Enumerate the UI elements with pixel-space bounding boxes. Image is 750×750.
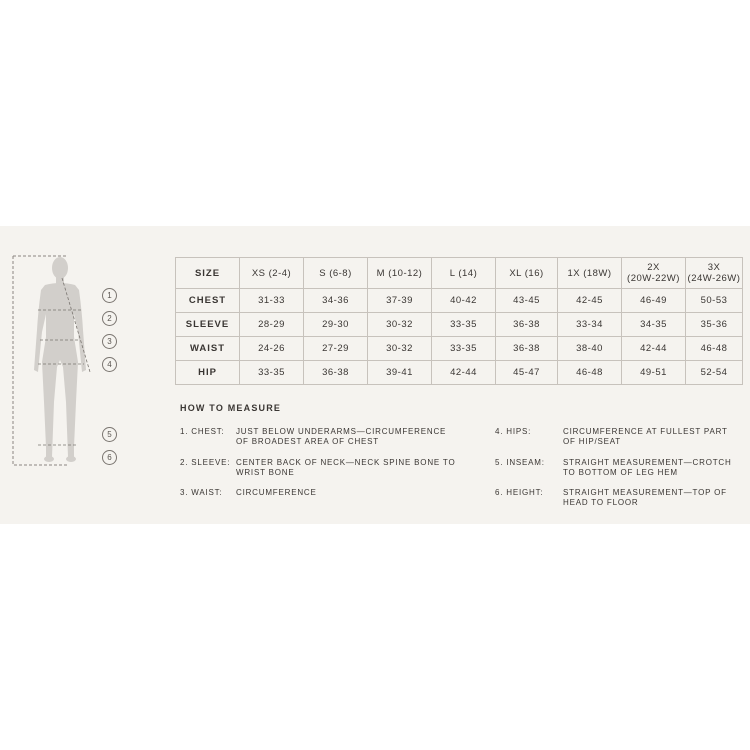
table-header-row <box>176 258 743 289</box>
header-xl: XL (16) <box>496 258 558 289</box>
table-cell: 45-47 <box>496 361 558 385</box>
table-cell: 52-54 <box>686 361 743 385</box>
table-cell: 40-42 <box>432 289 496 313</box>
table-cell: 42-45 <box>558 289 622 313</box>
table-cell: 42-44 <box>622 337 686 361</box>
table-cell: 36-38 <box>496 313 558 337</box>
body-measurement-figure <box>8 252 128 502</box>
table-cell: 35-36 <box>686 313 743 337</box>
step-label: 5. INSEAM: <box>495 458 545 467</box>
step-description: CIRCUMFERENCE <box>236 488 317 497</box>
row-label: HIP <box>176 361 240 385</box>
table-cell: 50-53 <box>686 289 743 313</box>
step-label: 3. WAIST: <box>180 488 223 497</box>
marker-2: 2 <box>102 311 117 326</box>
table-cell: 29-30 <box>304 313 368 337</box>
size-chart-panel <box>0 226 750 524</box>
table-row-waist <box>176 337 743 361</box>
table-cell: 49-51 <box>622 361 686 385</box>
table-cell: 42-44 <box>432 361 496 385</box>
header-xs: XS (2-4) <box>240 258 304 289</box>
step-description: CIRCUMFERENCE AT FULLEST PART OF HIP/SEAT <box>563 427 728 446</box>
header-size: SIZE <box>176 258 240 289</box>
step-label: 6. HEIGHT: <box>495 488 544 497</box>
marker-1: 1 <box>102 288 117 303</box>
header-2x: 2X (20W-22W) <box>622 258 686 289</box>
table-cell: 38-40 <box>558 337 622 361</box>
table-cell: 33-34 <box>558 313 622 337</box>
header-l: L (14) <box>432 258 496 289</box>
step-description: STRAIGHT MEASUREMENT—TOP OF HEAD TO FLOOR <box>563 488 727 507</box>
table-cell: 30-32 <box>368 337 432 361</box>
table-cell: 46-48 <box>558 361 622 385</box>
step-label: 1. CHEST: <box>180 427 225 436</box>
step-description: JUST BELOW UNDERARMS—CIRCUMFERENCE OF BROADEST AREA OF CHEST <box>236 427 447 446</box>
table-cell: 28-29 <box>240 313 304 337</box>
header-m: M (10-12) <box>368 258 432 289</box>
marker-6: 6 <box>102 450 117 465</box>
size-chart-table <box>175 257 743 385</box>
table-cell: 34-35 <box>622 313 686 337</box>
table-cell: 39-41 <box>368 361 432 385</box>
step-description: CENTER BACK OF NECK—NECK SPINE BONE TO WRIST BONE <box>236 458 456 477</box>
table-cell: 34-36 <box>304 289 368 313</box>
marker-5: 5 <box>102 427 117 442</box>
header-1x: 1X (18W) <box>558 258 622 289</box>
table-cell: 33-35 <box>432 313 496 337</box>
table-cell: 37-39 <box>368 289 432 313</box>
table-cell: 43-45 <box>496 289 558 313</box>
table-cell: 33-35 <box>240 361 304 385</box>
row-label: SLEEVE <box>176 313 240 337</box>
step-description: STRAIGHT MEASUREMENT—CROTCH TO BOTTOM OF LEG HEM <box>563 458 732 477</box>
table-cell: 33-35 <box>432 337 496 361</box>
step-label: 2. SLEEVE: <box>180 458 231 467</box>
table-row-chest <box>176 289 743 313</box>
table-cell: 27-29 <box>304 337 368 361</box>
table-row-sleeve <box>176 313 743 337</box>
table-cell: 30-32 <box>368 313 432 337</box>
row-label: CHEST <box>176 289 240 313</box>
marker-4: 4 <box>102 357 117 372</box>
table-cell: 36-38 <box>496 337 558 361</box>
marker-3: 3 <box>102 334 117 349</box>
header-3x: 3X (24W-26W) <box>686 258 743 289</box>
table-cell: 24-26 <box>240 337 304 361</box>
table-cell: 36-38 <box>304 361 368 385</box>
table-row-hip <box>176 361 743 385</box>
table-cell: 46-48 <box>686 337 743 361</box>
how-to-measure-title: HOW TO MEASURE <box>180 403 282 413</box>
table-cell: 46-49 <box>622 289 686 313</box>
row-label: WAIST <box>176 337 240 361</box>
header-s: S (6-8) <box>304 258 368 289</box>
step-label: 4. HIPS: <box>495 427 532 436</box>
table-cell: 31-33 <box>240 289 304 313</box>
